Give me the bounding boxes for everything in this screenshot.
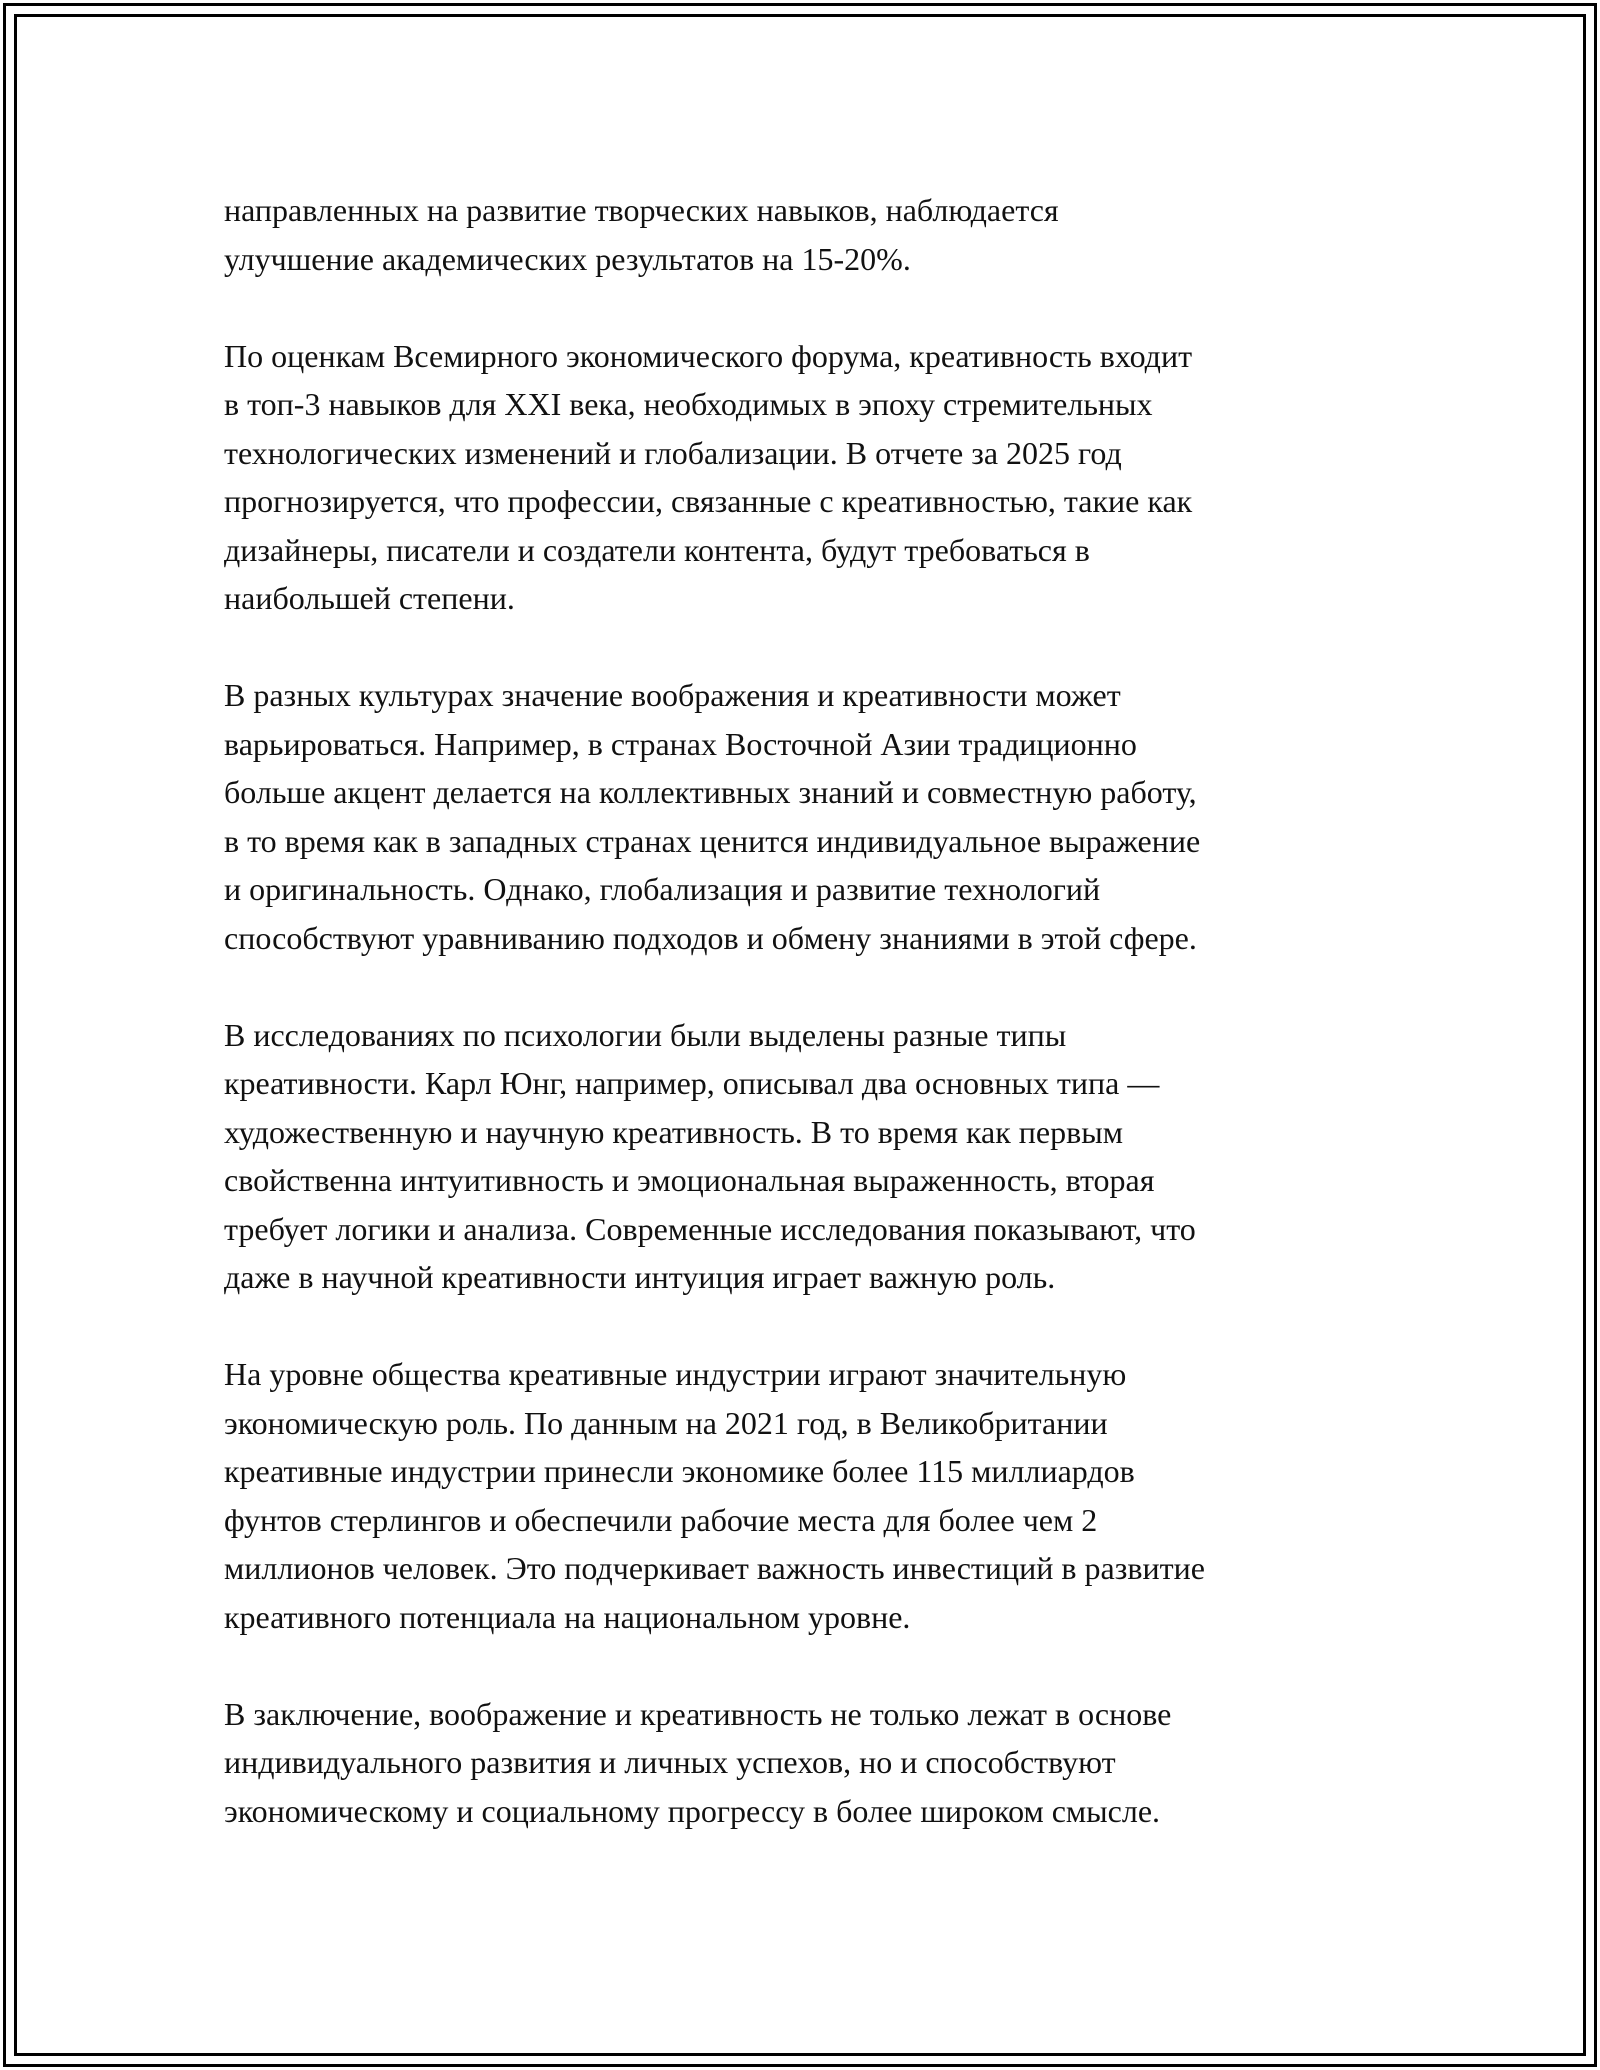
text-line: индивидуального развития и личных успехов, но и способствуют — [224, 1744, 1116, 1780]
text-line: в то время как в западных странах ценится индивидуальное выражение — [224, 822, 1201, 859]
text-line: требует логики и анализа. Современные исследования показывают, что — [224, 1210, 1196, 1247]
text-line: в топ-3 навыков для XXI века, необходимых в эпоху стремительных — [224, 386, 1153, 422]
paragraph-4 — [224, 1011, 1384, 1302]
text-line: наибольшей степени. — [224, 580, 515, 616]
text-line: художественную и научную креативность. В то время как первым — [224, 1113, 1123, 1150]
text-line: технологических изменений и глобализации. В отчете за 2025 год — [224, 434, 1122, 471]
text-line: миллионов человек. Это подчеркивает важность инвестиций в развитие — [224, 1550, 1205, 1586]
paragraph-1 — [224, 186, 1384, 283]
text-line: дизайнеры, писатели и создатели контента, будут требоваться в — [224, 531, 1090, 568]
text-line: На уровне общества креативные индустрии играют значительную — [224, 1356, 1127, 1392]
text-line: фунтов стерлингов и обеспечили рабочие места для более чем 2 — [224, 1501, 1098, 1538]
text-line: креативные индустрии принесли экономике более 115 миллиардов — [224, 1453, 1135, 1489]
text-line: варьироваться. Например, в странах Восточной Азии традиционно — [224, 725, 1137, 762]
paragraph-2 — [224, 332, 1384, 623]
text-line: По оценкам Всемирного экономического форума, креативность входит — [224, 337, 1193, 374]
paragraph-5 — [224, 1350, 1384, 1641]
paragraph-6 — [224, 1690, 1384, 1836]
paragraph-3 — [224, 671, 1384, 962]
text-line: В заключение, воображение и креативность не только лежат в основе — [224, 1695, 1172, 1732]
text-line: В исследованиях по психологии были выделены разные типы — [224, 1016, 1067, 1053]
document-body — [224, 186, 1384, 1884]
text-line: улучшение академических результатов на 15-20%. — [224, 240, 911, 277]
text-line: способствуют уравниванию подходов и обмену знаниями в этой сфере. — [224, 919, 1197, 956]
text-line: креативности. Карл Юнг, например, описывал два основных типа — — [224, 1065, 1160, 1101]
text-line: и оригинальность. Однако, глобализация и развитие технологий — [224, 871, 1101, 907]
text-line: экономическому и социальному прогрессу в более широком смысле. — [224, 1792, 1161, 1829]
text-line: креативного потенциала на национальном уровне. — [224, 1598, 911, 1635]
text-line: прогнозируется, что профессии, связанные с креативностью, такие как — [224, 483, 1193, 519]
text-line: свойственна интуитивность и эмоциональная выраженность, вторая — [224, 1162, 1155, 1198]
text-line: даже в научной креативности интуиция играет важную роль. — [224, 1259, 1056, 1295]
text-line: больше акцент делается на коллективных знаний и совместную работу, — [224, 774, 1197, 810]
text-line: экономическую роль. По данным на 2021 год, в Великобритании — [224, 1404, 1108, 1441]
text-line: направленных на развитие творческих навыков, наблюдается — [224, 192, 1059, 228]
text-line: В разных культурах значение воображения и креативности может — [224, 677, 1121, 713]
